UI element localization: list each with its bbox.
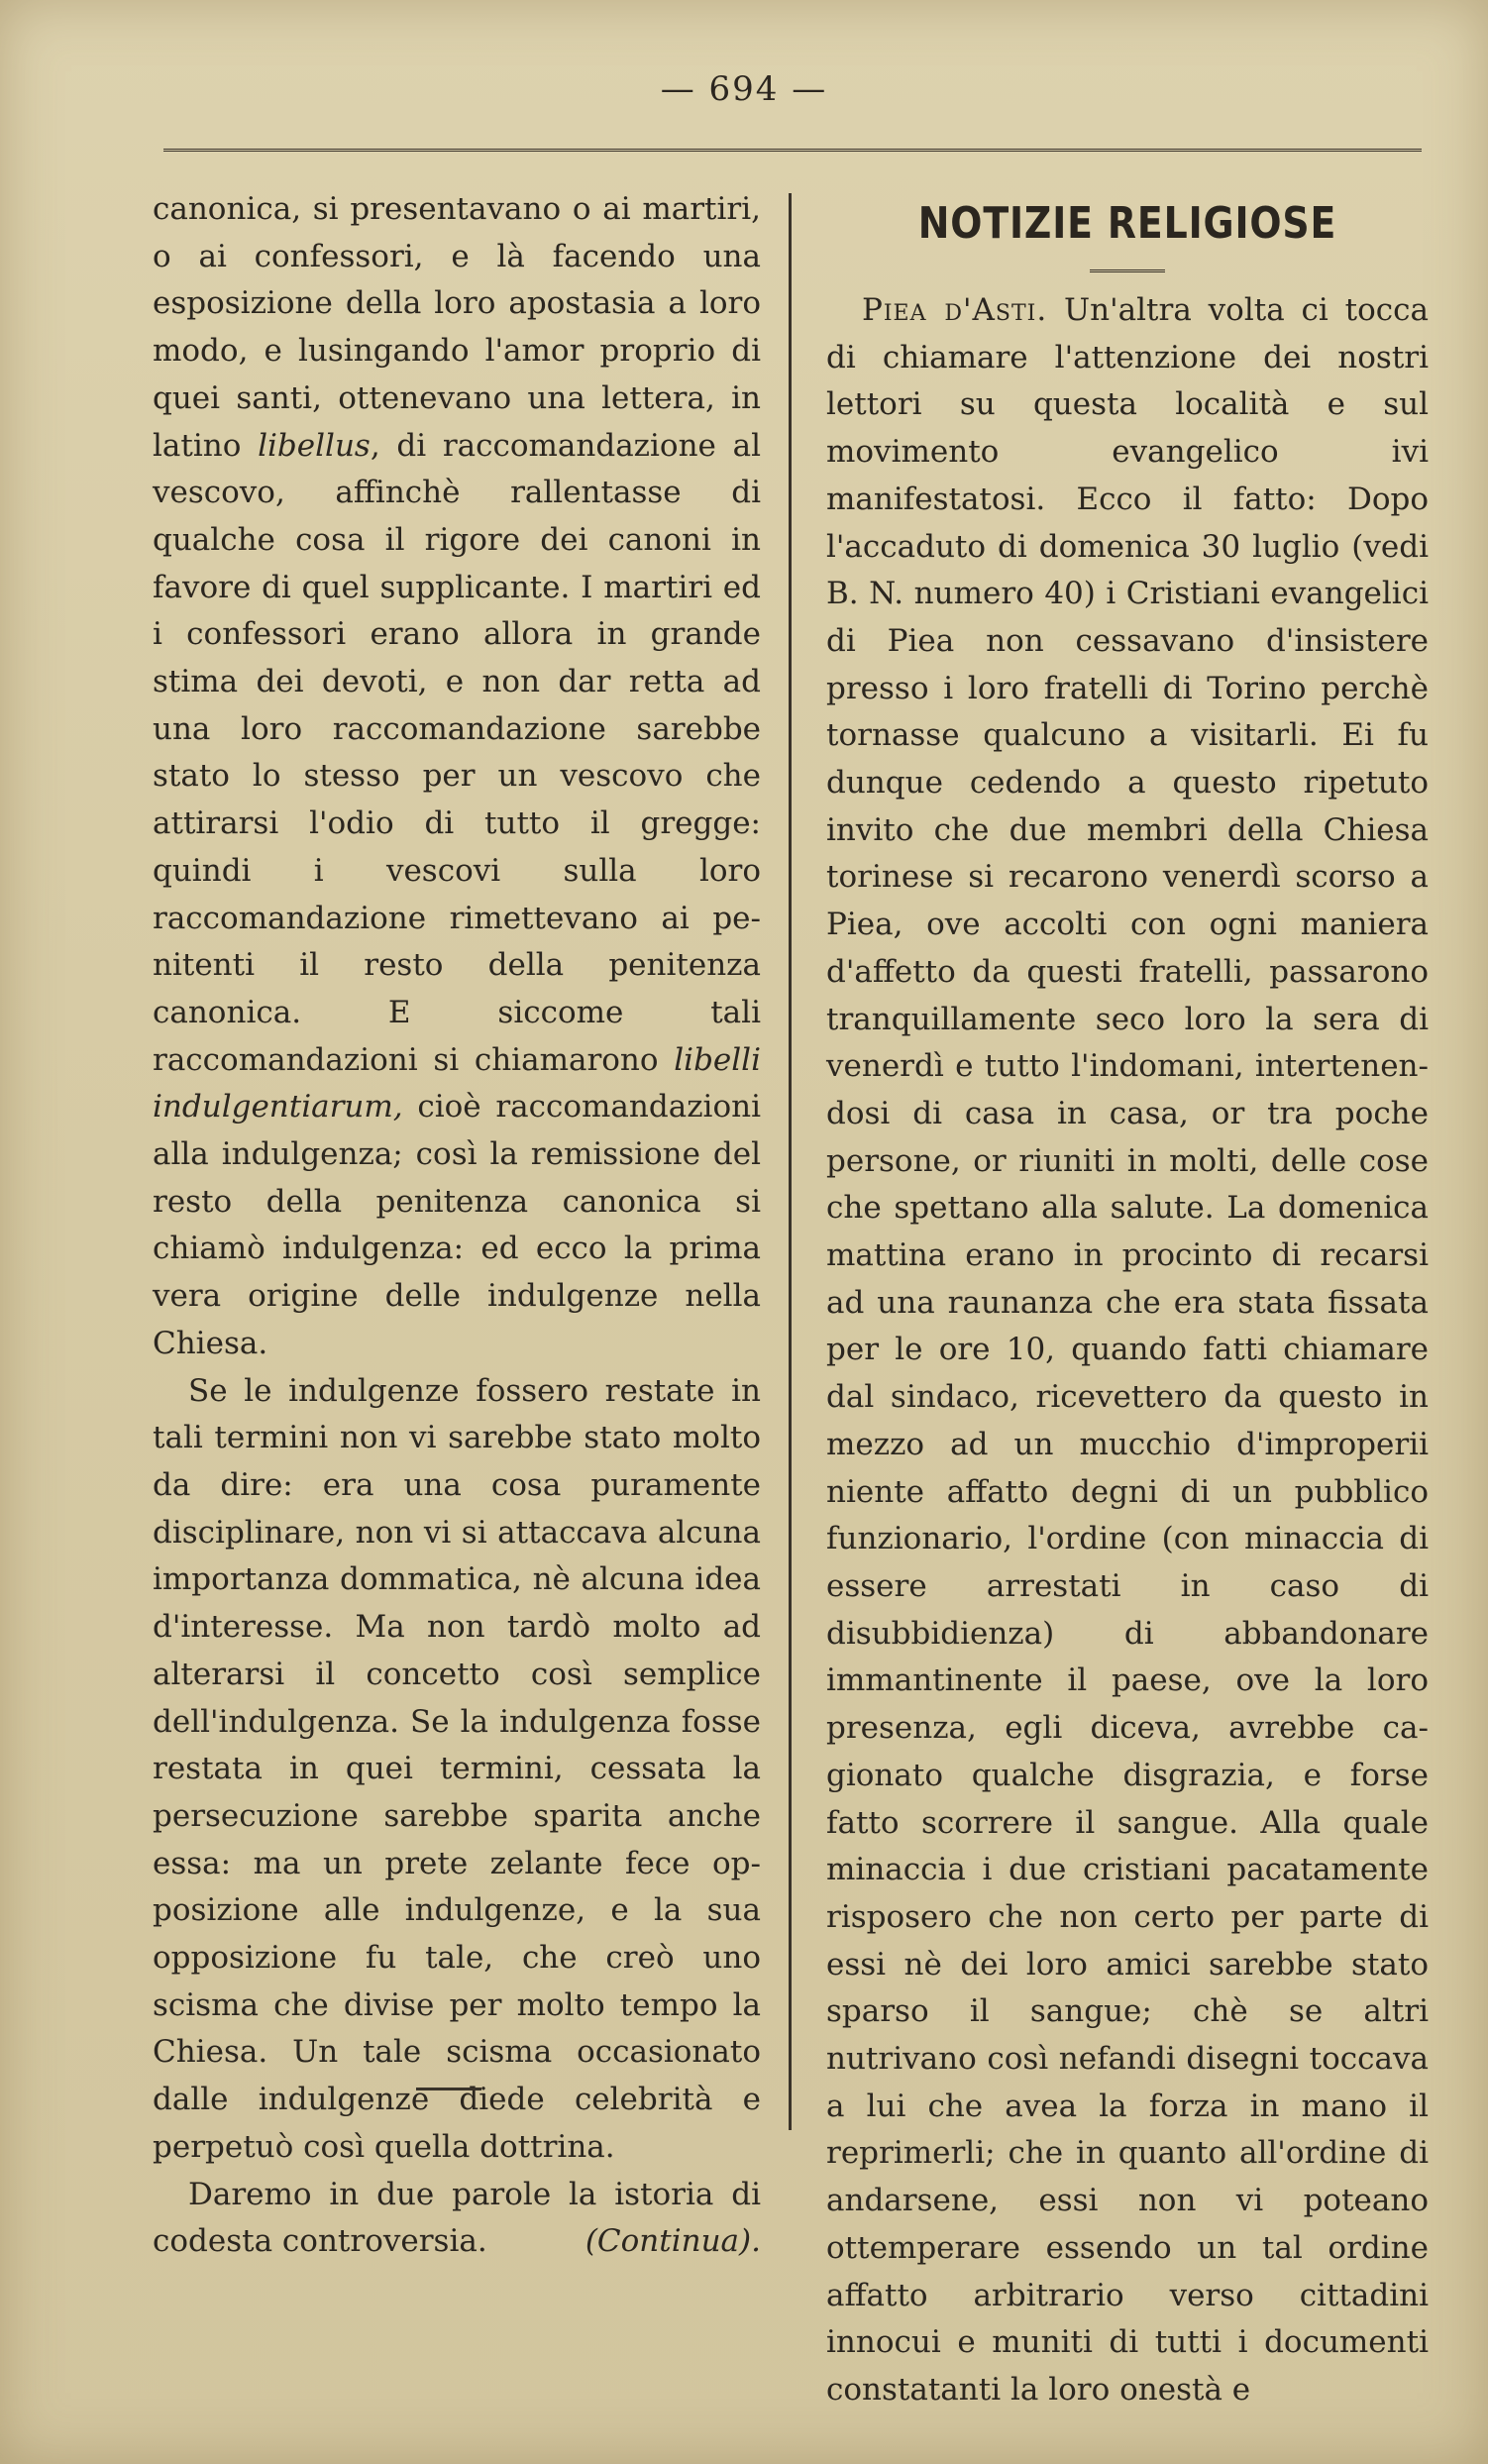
text-line: perii niente affatto degni di un pubblico [826,1426,1429,1510]
column-divider [789,193,792,2130]
text-line: prima vera origine delle indulgenze nella [153,1231,761,1315]
text-line: Se le indulgenze fossero restate in tali [153,1372,761,1456]
header-rule [163,149,1422,152]
text-line: nitenti il resto della penitenza canonica. [153,947,761,1030]
text-line: i documenti constatanti la loro onestà e [826,2324,1429,2408]
text-line: stesso per un vescovo che attirarsi l'odio [153,758,761,842]
text-line: posizione alle indulgenze, e la sua oppo [153,1892,761,1977]
text-line: tiri ed i confessori erano allora in grande [153,569,761,653]
right-paragraph [826,287,1429,2414]
left-paragraph-3 [153,2172,761,2266]
text-line: anche essa: ma un prete zelante fece op [153,1797,761,1881]
text-line: scisma occasionato dalle indulgenze diede [153,2034,761,2118]
text-line: marono [539,1041,675,1078]
left-paragraph-2 [153,1368,761,2172]
page-number: — 694 — [660,69,828,109]
text-line: essendo un tal ordine affatto arbitrario [826,2229,1429,2313]
text-line: E siccome tali raccomandazioni si chia [153,994,761,1078]
text-line: abbandonare immantinente il paese, ove [826,1615,1429,1699]
latin-term: libelli indulgentiarum, [153,1041,761,1125]
text-line: membri della Chiesa torinese si recarono [826,811,1430,896]
text-line: , di [370,427,427,464]
text-line: missione del resto della penitenza cano [153,1136,761,1220]
text-line: stima dei devoti, e non dar retta ad una [153,664,761,747]
text-line: celebrità e perpetuò così quella dottrina. [153,2082,761,2165]
right-column [826,287,1429,2414]
text-line: nica si chiamò indulgenza: ed ecco la [153,1183,761,1267]
text-line: cava a lui che avea la forza in mano il [826,2041,1429,2124]
text-line: alla salute. La domenica mattina erano [826,1190,1429,1274]
text-line: Daremo in due parole la istoria di co [153,2176,761,2260]
text-line: così semplice dell'indulgenza. Se la in [153,1656,761,1740]
text-line: l'accaduto di domenica 30 luglio (vedi [826,528,1429,565]
text-line: scorrere il sangue. Alla quale minaccia i [826,1804,1429,1888]
text-line: dosi di casa in casa, or tra poche persone, [826,1095,1429,1179]
text-line: canonica, si presentavano o ai martiri, o [153,191,761,274]
text-line: questa località e sul movimento evange [826,386,1430,471]
text-line: qualcuno a visitarli. Ei fu dunque ce [826,717,1429,802]
text-line: funzionario, l'ordine (con minaccia di es [826,1521,1429,1604]
text-line: lico ivi manifestatosi. Ecco il fatto: Dopo [826,434,1429,517]
text-line: or riuniti in molti, delle cose che spettano [826,1142,1429,1227]
dateline-place: Piea d'Asti. [862,292,1048,328]
text-line: la loro presenza, egli diceva, avrebbe ca [826,1662,1429,1747]
text-line: di venerdì e tutto l'indomani, intertenen [826,1001,1430,1085]
section-title: NOTIZIE RELIGIOSE [917,198,1337,249]
text-line: darsene, essi non vi poteano ottemperare [826,2183,1429,2266]
text-line: Un'altra volta ci tocca di [826,292,1429,375]
text-line: B. N. numero 40) i Cristiani evangelici di [826,576,1429,659]
text-line: maniera d'affetto da questi fratelli, pas [826,907,1429,990]
text-line: era una cosa puramente disciplinare, non [153,1466,761,1551]
text-line: due cristiani pacatamente risposero che [826,1852,1429,1935]
text-line: in procinto di recarsi ad una raunanza [826,1237,1429,1321]
text-line: ai confessori, e là facendo una esposizione [153,238,761,322]
text-line: cessata la persecuzione sarebbe sparita [153,1751,761,1834]
text-line: Chiesa. [153,1325,268,1361]
text-line: gando l'amor proprio di quei santi, otte [153,333,761,416]
text-line: cioè rac [402,1089,546,1125]
text-line: venerdì scorso a Piea, ove accolti con ogni [826,859,1430,943]
text-line: gionato qualche disgrazia, e forse fatto [826,1757,1429,1841]
continua-label: (Continua). [585,2223,761,2260]
text-line: sizione fu tale, che creò uno scisma che [153,1940,761,2023]
article-end-rule [416,2088,481,2090]
text-line: noni in favore di quel supplicante. I mar [153,521,761,605]
text-line: dulgenza fosse restata in quei termini, [153,1703,761,1787]
text-line: desta controversia. [188,2223,487,2260]
text-line: che era stata fissata per le ore 10, quando [826,1284,1429,1368]
left-paragraph-1 [153,186,761,1368]
text-line: raccomandazione al vescovo, affinchè ral [153,427,761,511]
text-line: lentasse di qualche cosa il rigore dei ca [153,475,761,558]
text-line: reprimerli; che in quanto all'ordine di an [826,2135,1429,2219]
text-line: nevano una lettera, in latino [153,379,761,464]
text-line: dendo a questo ripetuto invito che due [826,765,1429,848]
text-line: chiamare l'attenzione dei nostri lettori su [826,339,1430,423]
text-line: sere arrestati in caso di disubbidienza) di [826,1567,1429,1652]
text-line: di tutto il gregge: quindi i vescovi sulla [153,805,761,889]
left-column [153,186,761,2266]
text-line: loro raccomandazione rimettevano ai pe [153,852,761,936]
title-rule [1090,269,1165,272]
text-line: non certo per parte di essi nè dei loro [826,1898,1430,1982]
text-line: termini non vi sarebbe stato molto da dire: [153,1420,761,1503]
text-line: sarono tranquillamente seco loro la sera [826,953,1429,1037]
text-line: comandazioni alla indulgenza; così la re [153,1089,761,1173]
text-line: loro fratelli di Torino perchè tornasse [826,670,1429,754]
text-line: non tardò molto ad alterarsi il concetto [153,1609,762,1692]
text-line: vi si attaccava alcuna importanza dom [153,1514,761,1598]
text-line: della loro apostasia a loro modo, e lusin [153,285,762,370]
text-line: se altri nutrivano così nefandi disegni toc [826,1993,1429,2078]
text-line: divise per molto tempo la Chiesa. Un tale [153,1986,761,2071]
text-line: questo in mezzo ad un mucchio d'impro [826,1379,1430,1462]
text-line: amici sarebbe stato sparso il sangue; chè [826,1946,1429,2030]
text-line: verso cittadini innocui e muniti di tutti [826,2277,1430,2361]
latin-term: libellus [258,427,371,464]
text-line: matica, nè alcuna idea d'interesse. Ma [153,1561,761,1646]
text-line: Piea non cessavano d'insistere presso i [826,622,1429,706]
text-line: loro raccomandazione sarebbe stato lo [153,710,762,795]
text-line: fatti chiamare dal sindaco, ricevettero da [826,1332,1429,1416]
